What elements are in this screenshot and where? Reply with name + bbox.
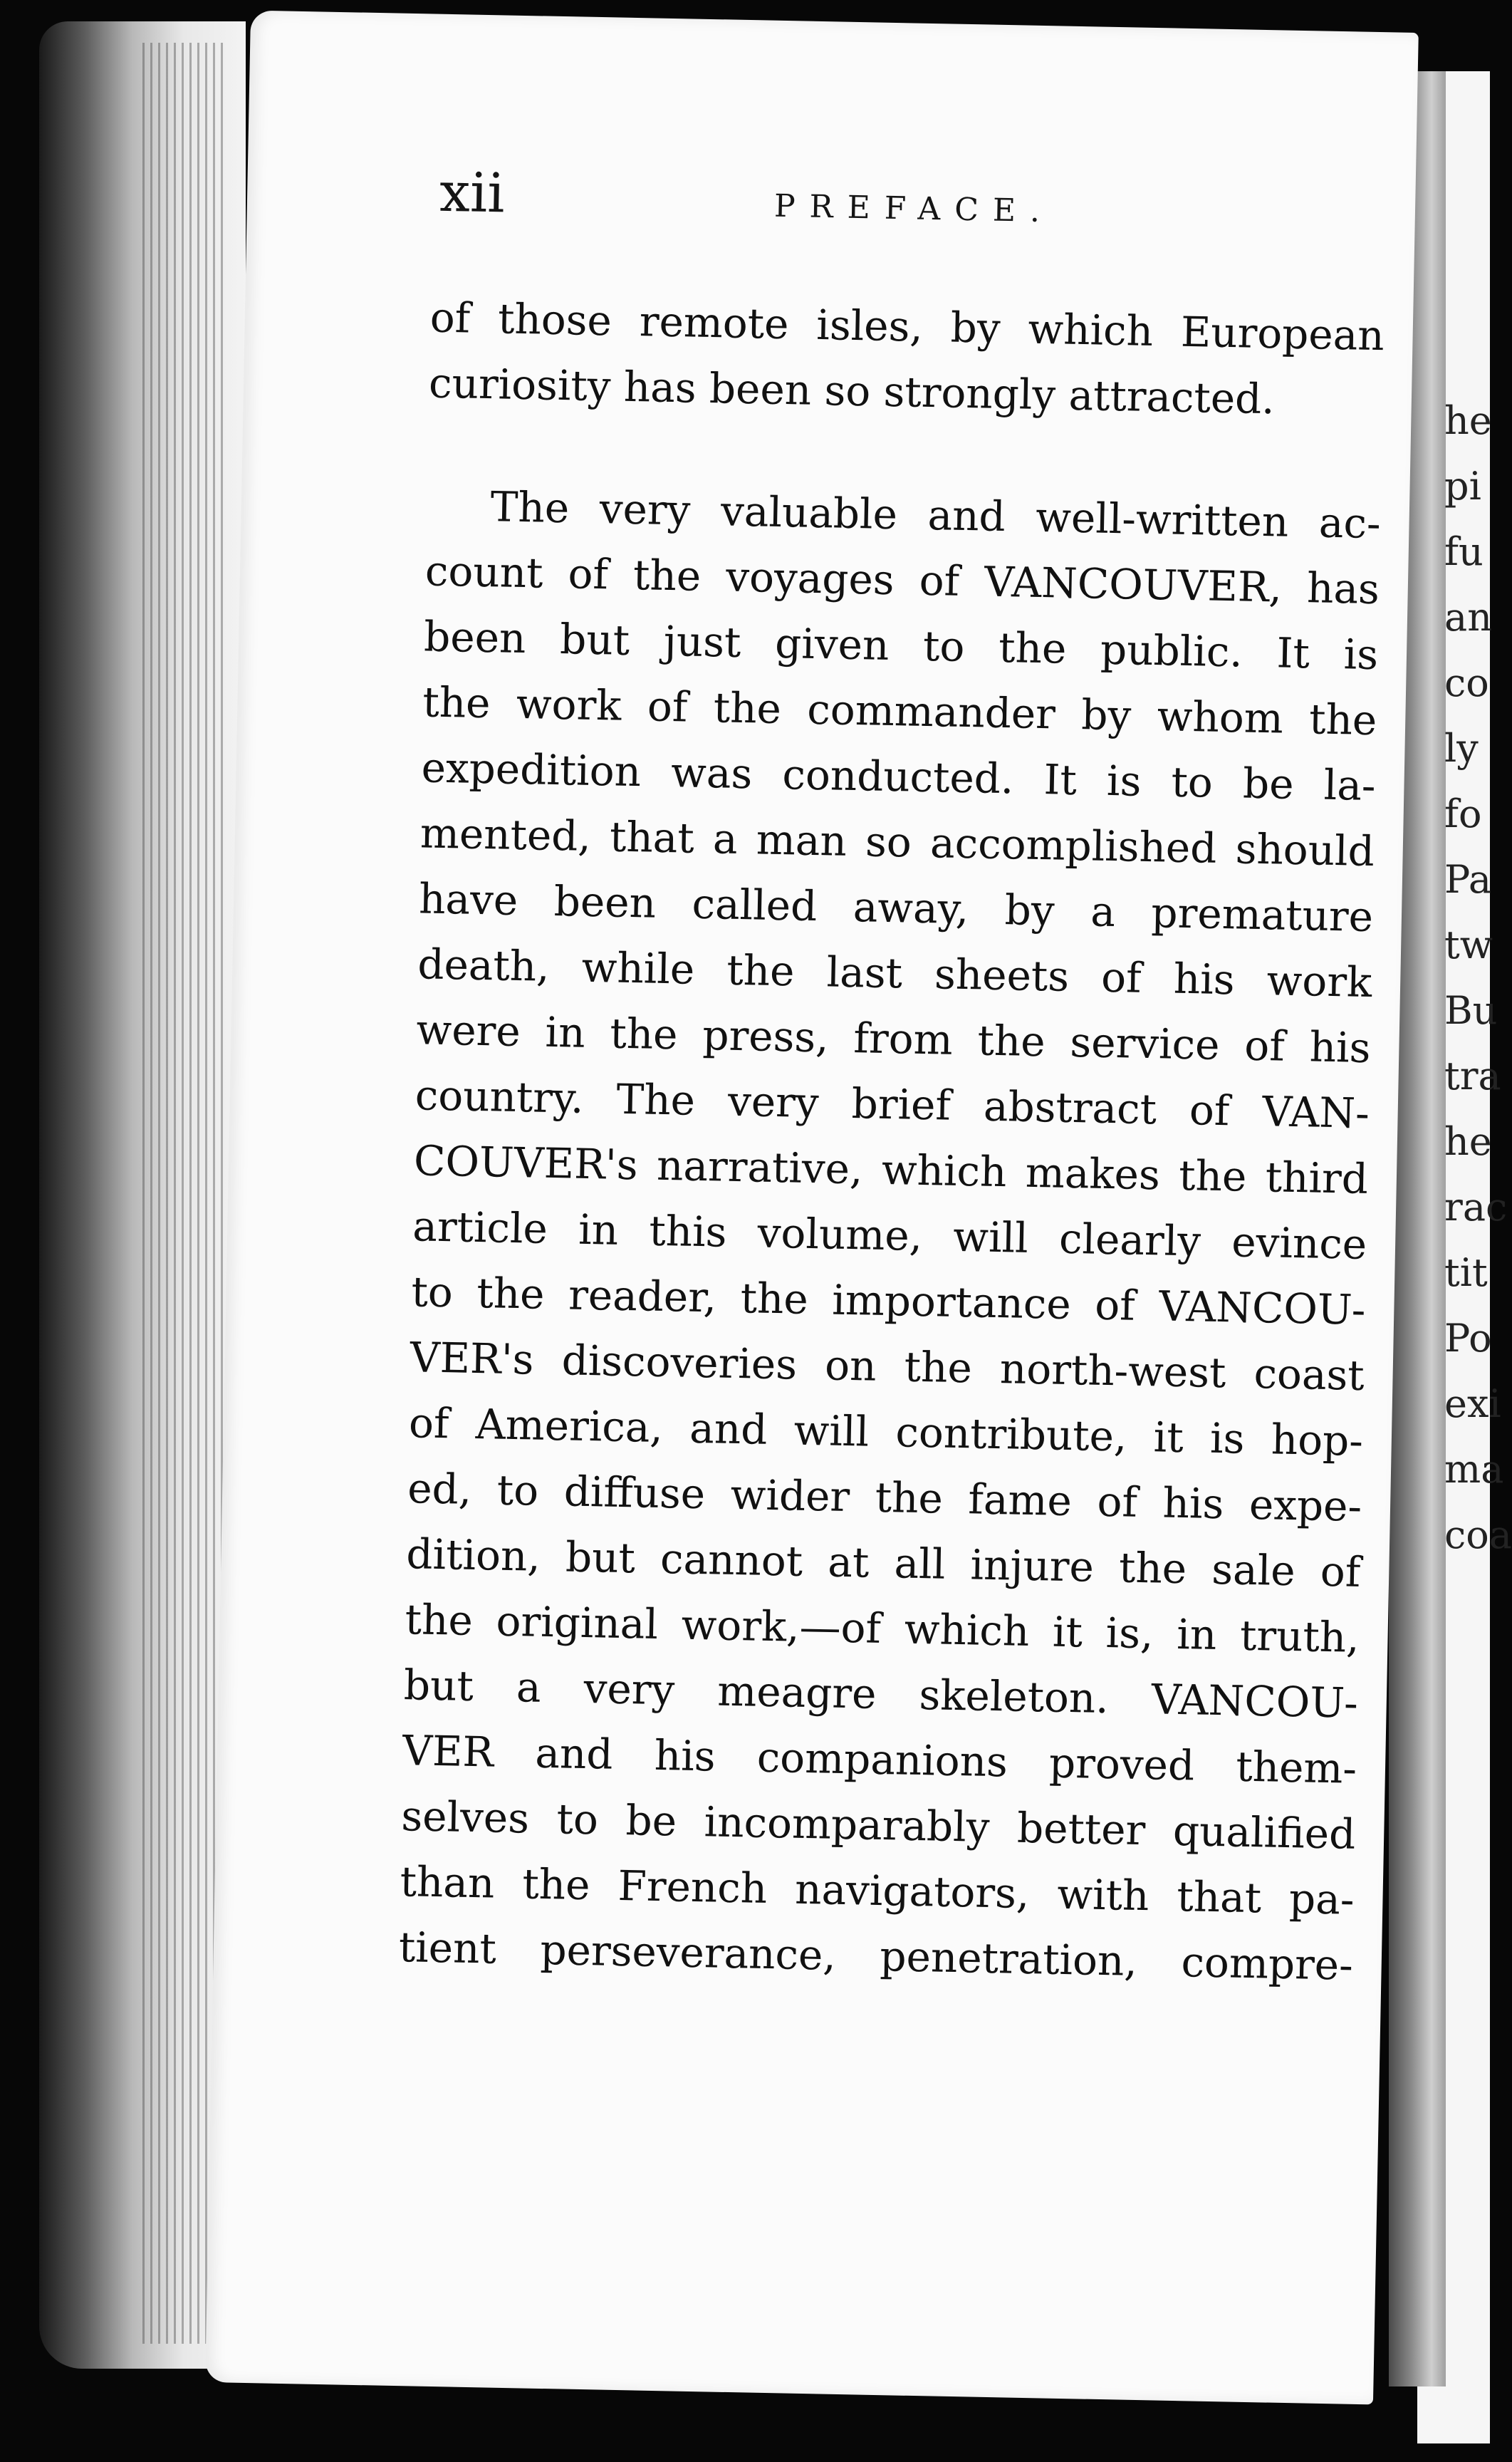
facing-page-line-start: fo [1444, 791, 1482, 836]
facing-page-line-start: pi [1444, 464, 1481, 509]
text-line: expedition was conducted. It is to be la- [421, 743, 1377, 811]
facing-page-line-start: Po [1444, 1316, 1492, 1361]
paragraph [398, 472, 1381, 1998]
text-line: COUVER's narrative, which makes the third [413, 1136, 1369, 1203]
text-line: article in this volume, will clearly evince [412, 1202, 1367, 1269]
facing-page-line-start: rac [1444, 1185, 1508, 1230]
text-line: The very valuable and well-written ac- [490, 482, 1382, 549]
facing-page-line-start: an [1444, 595, 1492, 640]
facing-page-line-start: tw [1444, 923, 1493, 967]
text-line: but a very meagre skeleton. VANCOU- [403, 1661, 1359, 1728]
paragraph [428, 284, 1385, 434]
facing-page-line-start: ly [1444, 726, 1479, 771]
text-line: been but just given to the public. It is [423, 612, 1379, 680]
text-line: ed, to diffuse wider the fame of his expe- [407, 1464, 1362, 1531]
facing-page-line-start: coa [1444, 1512, 1512, 1557]
facing-page-text [1444, 388, 1512, 1568]
body-text [398, 284, 1385, 1998]
book-page [205, 11, 1419, 2405]
facing-page-line-start: fu [1444, 529, 1484, 574]
page-number: xii [439, 160, 506, 225]
facing-page-line-start: Bu [1444, 988, 1498, 1033]
facing-page-line-start: exi [1444, 1381, 1501, 1426]
facing-page-line-start: co [1444, 660, 1489, 705]
text-line: were in the press, from the service of his [416, 1005, 1372, 1073]
text-line: selves to be incomparably better qualified [400, 1792, 1356, 1859]
text-line: dition, but cannot at all injure the sale of [405, 1529, 1361, 1596]
text-line: tient perseverance, penetration, compre- [398, 1923, 1354, 1990]
text-line: VER and his companions proved them- [402, 1726, 1357, 1793]
text-line: of America, and will contribute, it is hop- [408, 1398, 1364, 1465]
text-line: of those remote isles, by which European [429, 293, 1385, 360]
text-line: the work of the commander by whom the [422, 677, 1377, 745]
text-line: country. The very brief abstract of VAN- [415, 1071, 1370, 1138]
text-line: the original work,—of which it is, in truth, [405, 1595, 1360, 1662]
facing-page-line-start: he [1444, 398, 1492, 443]
text-line: curiosity has been so strongly attracted. [428, 358, 1276, 424]
text-line: count of the voyages of VANCOUVER, has [424, 546, 1380, 614]
text-line: VER's discoveries on the north-west coast [410, 1333, 1365, 1400]
facing-page-line-start: ma [1444, 1447, 1504, 1492]
facing-page-line-start: tra [1444, 1054, 1501, 1098]
text-line: have been called away, by a premature [418, 874, 1374, 942]
text-line: to the reader, the importance of VANCOU- [410, 1267, 1367, 1334]
facing-page-line-start: he [1444, 1119, 1492, 1164]
running-head: PREFACE. [773, 187, 1055, 230]
facing-page-line-start: tit [1444, 1250, 1488, 1295]
facing-page-line-start: Pa [1444, 857, 1492, 902]
text-line: death, while the last sheets of his work [417, 940, 1372, 1007]
text-line: mented, that a man so accomplished should [419, 809, 1375, 876]
text-line: than the French navigators, with that pa- [400, 1857, 1355, 1924]
